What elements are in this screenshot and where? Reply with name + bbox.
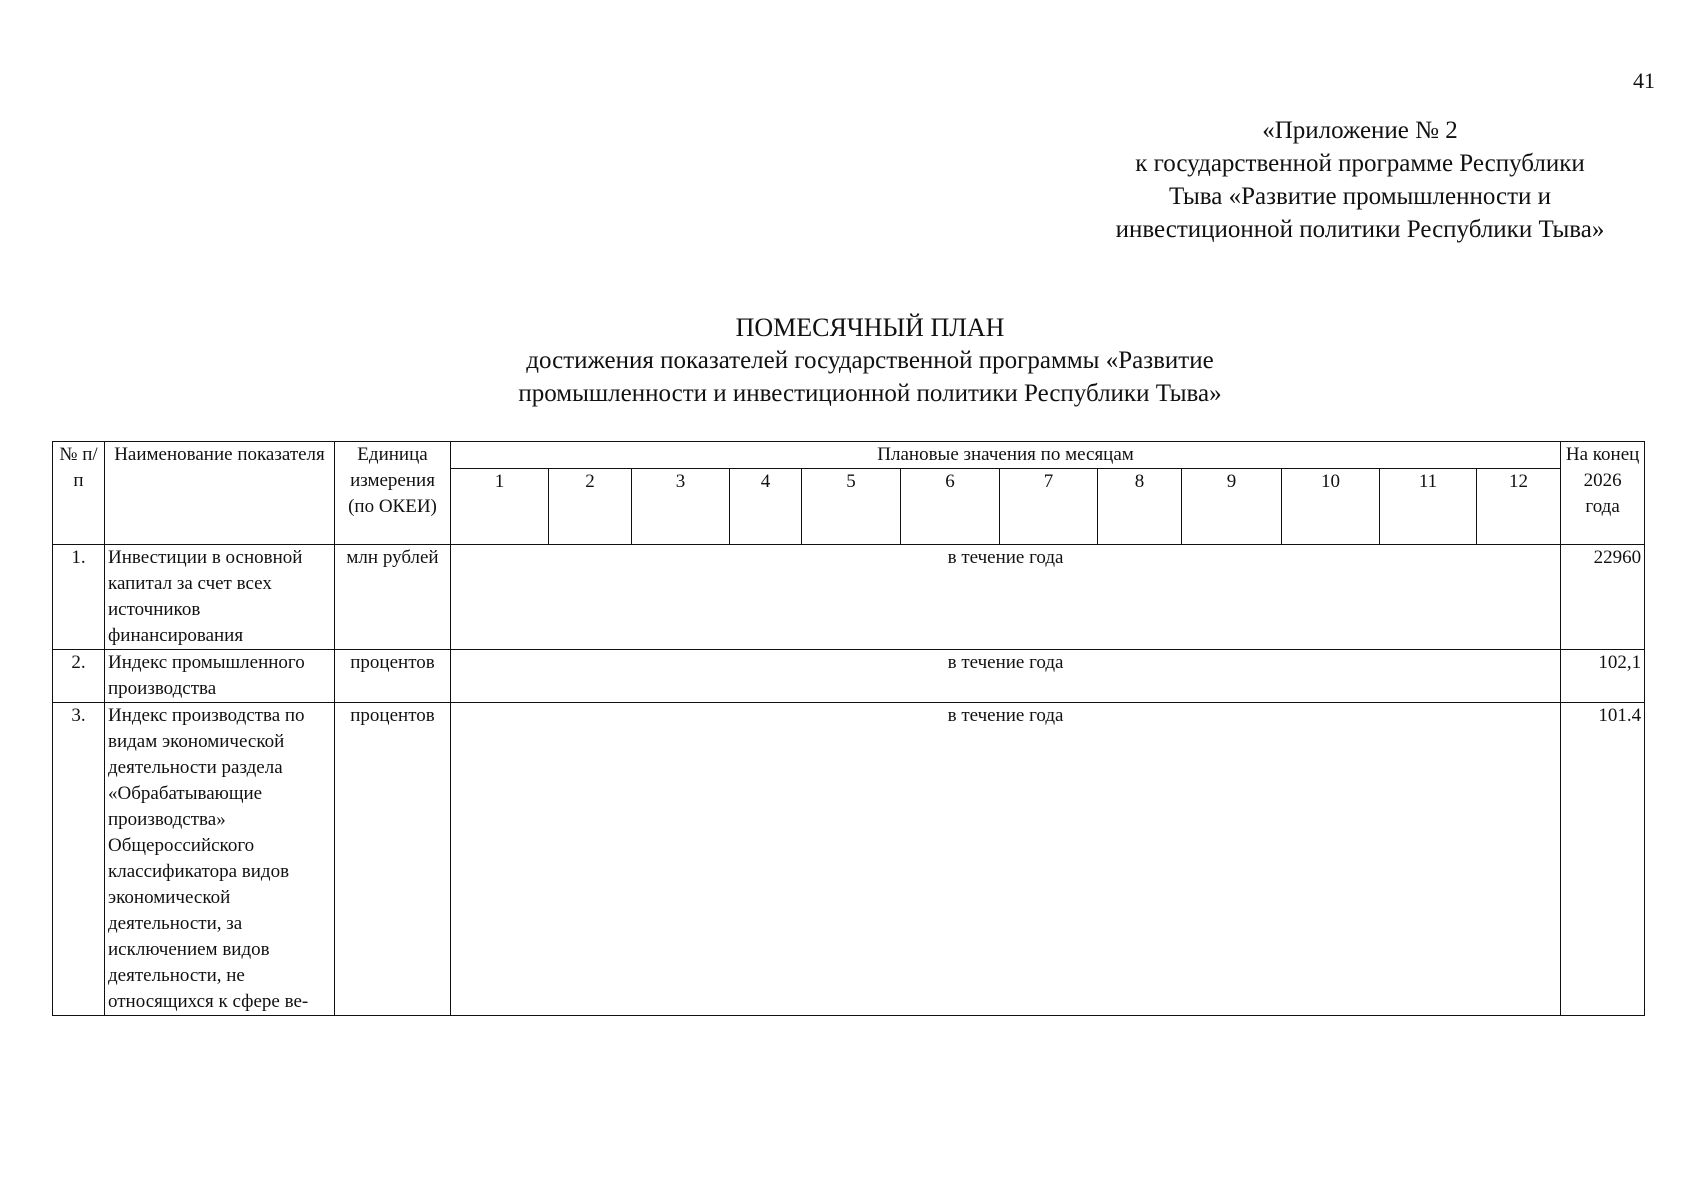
row-period: в течение года [451, 545, 1561, 650]
row-period: в течение года [451, 703, 1561, 1016]
header-month: 3 [632, 469, 730, 545]
header-month: 9 [1182, 469, 1282, 545]
title-subtitle-line: достижения показателей государственной программы «Развитие [526, 347, 1214, 374]
title-subtitle-line: промышленности и инвестиционной политики Республики Тыва» [518, 380, 1222, 407]
row-num: 2. [53, 650, 105, 703]
row-total: 22960 [1561, 545, 1645, 650]
header-month: 4 [730, 469, 802, 545]
row-indicator-name: Инвестиции в основной капитал за счет всех источников финансирования [105, 545, 335, 650]
appendix-line: Тыва «Развитие промышленности и [1168, 183, 1552, 210]
table-row [53, 650, 1645, 703]
row-period: в течение года [451, 650, 1561, 703]
header-unit: Единица измерения (по ОКЕИ) [335, 442, 451, 545]
header-month: 5 [802, 469, 901, 545]
row-unit: млн рублей [335, 545, 451, 650]
header-month: 1 [451, 469, 549, 545]
header-months-group: Плановые значения по месяцам [451, 442, 1561, 469]
header-month: 11 [1380, 469, 1477, 545]
row-num: 1. [53, 545, 105, 650]
header-month: 7 [1000, 469, 1098, 545]
header-month: 10 [1282, 469, 1380, 545]
row-num: 3. [53, 703, 105, 1016]
header-name: Наименование показателя [105, 442, 335, 545]
document-title [300, 311, 1440, 410]
header-month: 6 [901, 469, 1000, 545]
header-num: № п/п [53, 442, 105, 545]
appendix-line: инвестиционной политики Республики Тыва» [1115, 216, 1605, 243]
title-main: ПОМЕСЯЧНЫЙ ПЛАН [735, 313, 1005, 342]
row-indicator-name: Индекс производства по видам экономической деятельности раздела «Обрабатывающие производства» Общероссийского классификатора видов экономической деятельности, за исключением видов деятельности, не относящихся к сфере ве- [105, 703, 335, 1016]
monthly-plan-table [52, 441, 1645, 1016]
row-unit: процентов [335, 650, 451, 703]
header-month: 8 [1098, 469, 1182, 545]
row-total: 101.4 [1561, 703, 1645, 1016]
page-number: 41 [1633, 68, 1655, 93]
row-total: 102,1 [1561, 650, 1645, 703]
header-month: 2 [549, 469, 632, 545]
header-month: 12 [1477, 469, 1561, 545]
table-row [53, 703, 1645, 1016]
row-indicator-name: Индекс промышленного производства [105, 650, 335, 703]
appendix-line: «Приложение № 2 [1262, 117, 1458, 144]
row-unit: процентов [335, 703, 451, 1016]
header-total: На конец 2026 года [1561, 442, 1645, 545]
table-row [53, 545, 1645, 650]
appendix-note [1040, 114, 1680, 246]
appendix-line: к государственной программе Республики [1135, 150, 1585, 177]
